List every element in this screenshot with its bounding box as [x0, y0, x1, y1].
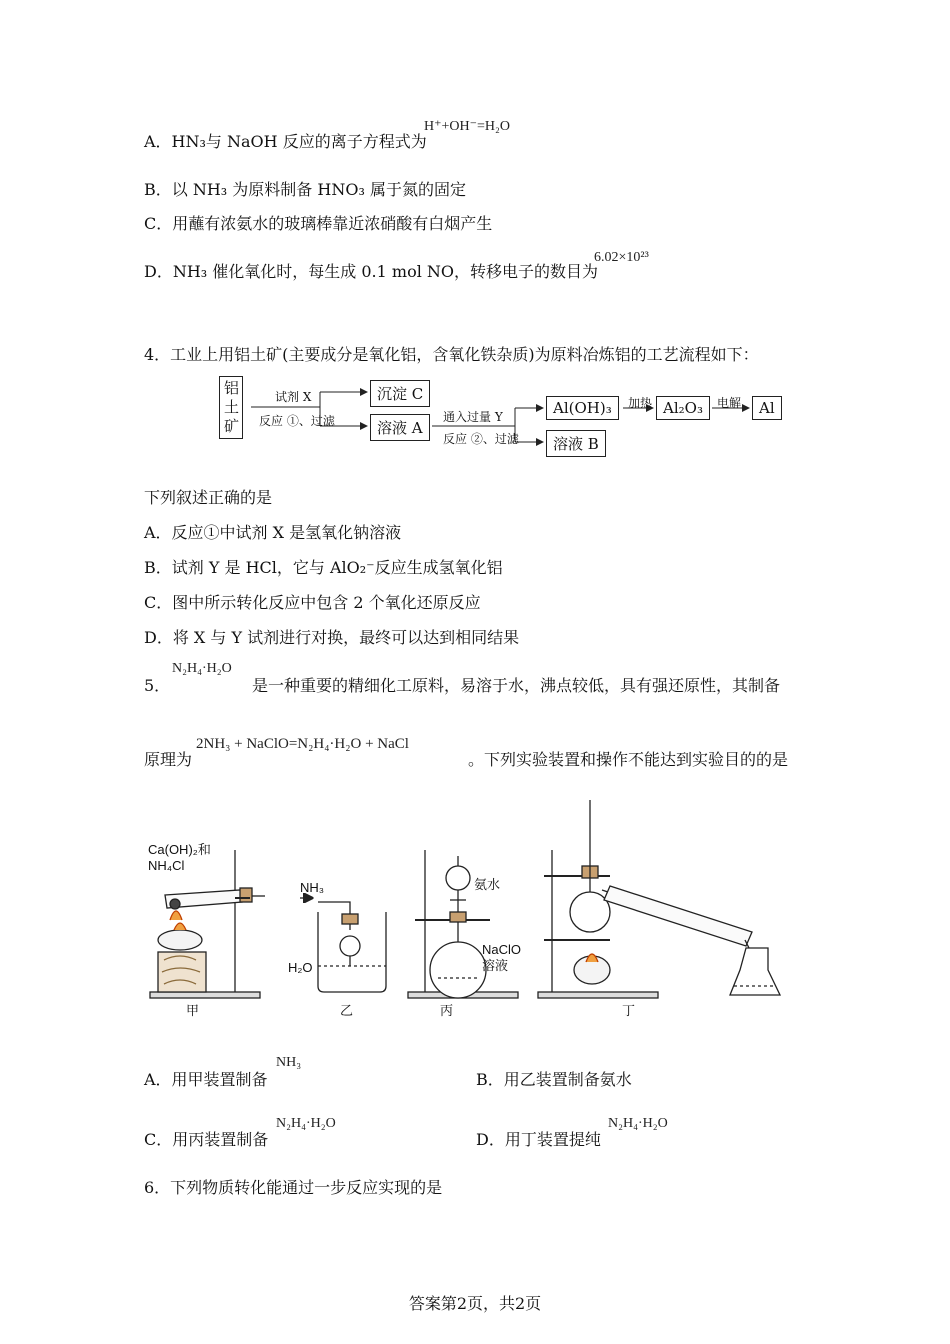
- page-footer: 答案第2页，共2页: [408, 1294, 542, 1313]
- q5-option-c-formula: N₂H₄·H₂O: [276, 1116, 336, 1131]
- q4-option-d: D．将 X 与 Y 试剂进行对换，最终可以达到相同结果: [144, 628, 520, 647]
- q3-option-d-formula: 6.02×10²³: [594, 250, 649, 265]
- q5-principle-prefix: 原理为: [144, 750, 193, 769]
- flow-pass-y: 通入过量 Y: [443, 410, 503, 424]
- flow-reagent-x: 试剂 X: [275, 390, 312, 404]
- q4-prompt: 下列叙述正确的是: [144, 488, 273, 507]
- q5-option-a-formula: NH₃: [276, 1055, 302, 1070]
- label-bing-ammonia: 氨水: [474, 877, 501, 892]
- q5-option-a: A．用甲装置制备: [144, 1070, 268, 1089]
- flow-solution-b: 溶液 B: [546, 430, 606, 457]
- q6-stem: 6．下列物质转化能通过一步反应实现的是: [144, 1178, 443, 1197]
- q5-apparatus-figure: [140, 790, 820, 1020]
- flow-al2o3: Al₂O₃: [656, 396, 710, 420]
- flow-aloh3: Al(OH)₃: [546, 396, 619, 420]
- label-yi-gas: NH₃: [300, 880, 325, 895]
- flow-precipitate-c: 沉淀 C: [370, 380, 430, 407]
- q4-option-a: A．反应①中试剂 X 是氢氧化钠溶液: [144, 523, 402, 542]
- flow-bauxite: 铝土矿: [219, 376, 243, 439]
- label-jia: 甲: [186, 1003, 200, 1018]
- flow-heat: 加热: [628, 396, 653, 410]
- q4-option-b: B．试剂 Y 是 HCl，它与 AlO₂⁻反应生成氢氧化铝: [144, 558, 503, 577]
- q4-option-c: C．图中所示转化反应中包含 2 个氧化还原反应: [144, 593, 481, 612]
- label-bing-naclo: NaClO 溶液: [482, 942, 522, 973]
- apparatus-bing: [408, 850, 518, 998]
- label-yi: 乙: [340, 1003, 354, 1018]
- flow-solution-a: 溶液 A: [370, 414, 430, 441]
- flow-electrolysis: 电解: [717, 396, 742, 410]
- q3-option-d: D．NH₃ 催化氧化时，每生成 0.1 mol NO，转移电子的数目为: [144, 262, 599, 281]
- q5-principle-suffix: 。下列实验装置和操作不能达到实验目的的是: [468, 750, 789, 769]
- q3-option-a-formula: H⁺+OH⁻=H₂O: [424, 119, 511, 134]
- flow-step1: 反应 ①、过滤: [259, 414, 335, 428]
- q5-principle-formula: 2NH₃ + NaClO=N₂H₄·H₂O + NaCl: [196, 736, 409, 752]
- label-jia-reagent: Ca(OH)₂和 NH₄Cl: [148, 842, 211, 873]
- q3-option-a: A．HN₃与 NaOH 反应的离子方程式为: [144, 132, 427, 151]
- flow-al: Al: [752, 396, 782, 420]
- q5-stem-rest: 是一种重要的精细化工原料，易溶于水，沸点较低，具有强还原性，其制备: [252, 676, 781, 695]
- q5-option-b: B．用乙装置制备氨水: [476, 1070, 632, 1089]
- flow-step2: 反应 ②、过滤: [443, 432, 519, 446]
- apparatus-ding: [538, 800, 780, 998]
- label-yi-water: H₂O: [288, 960, 313, 975]
- q5-option-d: D．用丁装置提纯: [476, 1130, 601, 1149]
- q5-option-c: C．用丙装置制备: [144, 1130, 269, 1149]
- label-bing: 丙: [440, 1003, 454, 1018]
- q5-formula: N₂H₄·H₂O: [172, 661, 232, 676]
- apparatus-drawing: [140, 790, 820, 1020]
- q3-option-c: C．用蘸有浓氨水的玻璃棒靠近浓硝酸有白烟产生: [144, 214, 493, 233]
- q5-option-d-formula: N₂H₄·H₂O: [608, 1116, 668, 1131]
- label-ding: 丁: [622, 1003, 636, 1018]
- q4-flow-diagram: [215, 372, 785, 462]
- q3-option-b: B．以 NH₃ 为原料制备 HNO₃ 属于氮的固定: [144, 180, 466, 199]
- q4-stem: 4．工业上用铝土矿(主要成分是氧化铝，含氧化铁杂质)为原料冶炼铝的工艺流程如下：: [144, 345, 759, 364]
- apparatus-yi: [300, 898, 386, 992]
- q5-number: 5．: [144, 676, 171, 695]
